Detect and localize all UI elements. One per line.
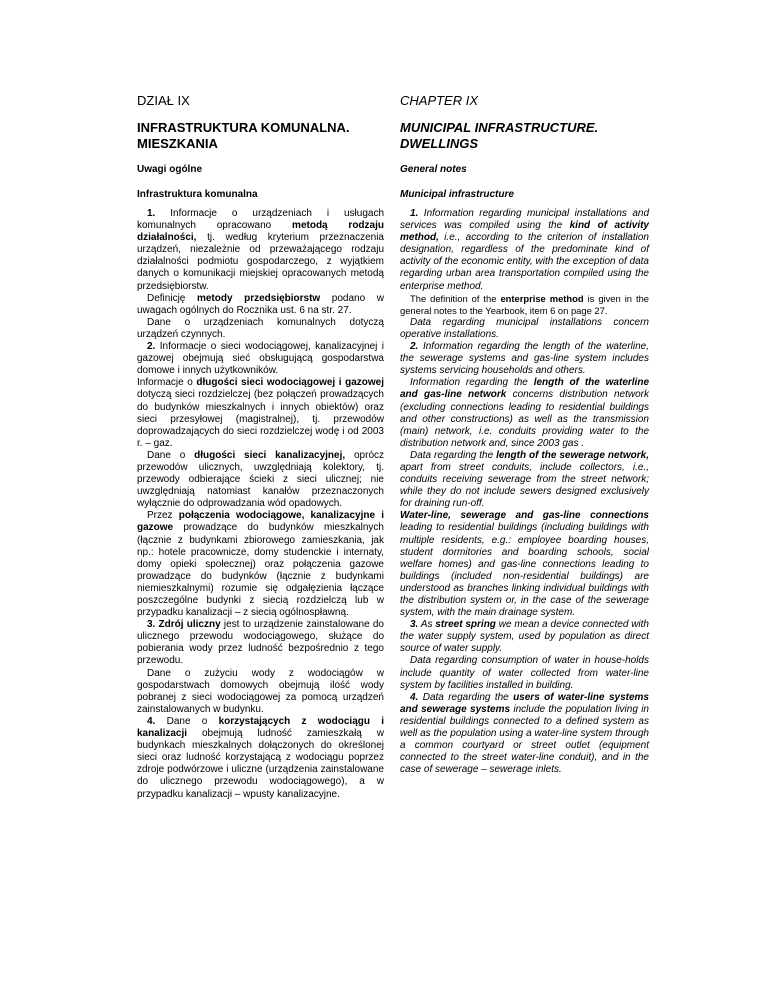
paragraph-7: Przez połączenia wodociągowe, kanalizacyjne i gazowe prowadzące do budynków mieszkalnych (łącznie z budynkami zbiorowego zamieszkania, jak np.: hotele pracownicze, domy studenckie i internaty, domy opieki społecznej) oraz połączenia gazowe prowadzące do budynków (łącznie z budynkami niemieszkalnymi) rozumie się odgałęzienia łączące poszczególne budynki z siecią rozdzielczą lub w przypadku kanalizacji – z siecią ogólnospławną.	[137, 510, 384, 619]
section-body	[400, 208, 649, 776]
paragraph-7: Water-line, sewerage and gas-line connections leading to residential buildings (including buildings with multiple residents, e.g.: employee boarding houses, student dormitories and boarding schools, social welfare homes) and gas-line connections leading to buildings (included non-residential buildings) are understood as branches linking individual buildings with the distribution system or, in the case of the sewerage system, with the main drainage system.	[400, 510, 649, 619]
paragraph-8: 3. Zdrój uliczny jest to urządzenie zainstalowane do ulicznego przewodu wodociągowego, służące do pobierania wody przez ludność bezpośrednio z tego przewodu.	[137, 619, 384, 667]
chapter-title	[400, 120, 649, 154]
paragraph-10: 4. Dane o korzystających z wodociągu i kanalizacji obejmują ludność zamieszkałą w budynkach mieszkalnych dołączonych do określonej sieci oraz ludność korzystającą z wodociągu poprzez zdroje podwórzowe i uliczne (urządzenia zainstalowane do ulicznego przewodu wodociągowego), a w przypadku kanalizacji – wpusty kanalizacyjne.	[137, 715, 385, 800]
title-line-1: MUNICIPAL INFRASTRUCTURE.	[400, 120, 599, 135]
paragraph-5: Informacje o długości sieci wodociągowej i gazowej dotyczą sieci rozdzielczej (bez połączeń prowadzących do budynków mieszkalnych i innych obiektów) oraz sieci przesyłowej (magistralnej), tj. przewodów doprowadzających do sieci rozdzielczej wodę i od 2003 r. – gaz.	[137, 377, 384, 449]
paragraph-5: Information regarding the length of the waterline and gas-line network concerns distribution network (excluding connections leading to residential buildings and other constructions) as well as the transmission (main) network, i.e. conduits providing water to the distribution network and, since 2003 gas .	[400, 377, 650, 449]
paragraph-6: Dane o długości sieci kanalizacyjnej, oprócz przewodów ulicznych, uwzględniają kolektory, tj. przewody odbierające ścieki z sieci ulicznej; nie uwzględniają natomiast kanałów przeznaczonych wyłącznie do odprowadzania wód opadowych.	[137, 449, 385, 510]
general-notes-heading: General notes	[400, 164, 467, 175]
paragraph-1: 1. Informacje o urządzeniach i usługach komunalnych opracowano metodą rodzaju działalności, tj. według kryterium przeznaczenia urządzeń, niezależnie od przeważającego rodzaju działalności podmiotu gospodarczego, z wyjątkiem danych o komunikacji miejskiej opracowanych metodą przedsiębiorstw.	[137, 208, 384, 292]
general-notes-heading: Uwagi ogólne	[137, 164, 202, 175]
polish-column	[137, 92, 385, 800]
paragraph-2: The definition of the enterprise method is given in the general notes to the Yearbook, item 6 on page 27.	[400, 292, 650, 316]
paragraph-2: Definicję metody przedsiębiorstw podano w uwagach ogólnych do Rocznika ust. 6 na str. 27.	[137, 292, 384, 316]
paragraph-4: 2. Information regarding the length of the waterline, the sewerage systems and gas-line system includes systems servicing households and others.	[400, 341, 650, 377]
chapter-label: CHAPTER IX	[400, 93, 479, 108]
paragraph-10: 4. Data regarding the users of water-line systems and sewerage systems include the population living in residential buildings connected to a defined system as well as the population using a water-line system through a common courtyard or street outlet (equipment connected to the street water-line conduit), and in the case of sewerage – sewerage inlets.	[400, 691, 649, 776]
title-line-2: DWELLINGS	[400, 136, 478, 151]
paragraph-3: Data regarding municipal installations concern operative installations.	[400, 316, 649, 340]
paragraph-4: 2. Informacje o sieci wodociągowej, kanalizacyjnej i gazowej obejmują sieć obsługującą gospodarstwa domowe i innych użytkowników.	[137, 341, 384, 377]
paragraph-1: 1. Information regarding municipal installations and services was compiled using the kind of activity method, i.e., according to the criterion of installation designation, regardless of the predominate kind of activity of the economic entity, with the exception of data regarding urban area transportation compiled using the enterprise method.	[400, 208, 649, 292]
paragraph-3: Dane o urządzeniach komunalnych dotyczą urządzeń czynnych.	[137, 316, 384, 340]
paragraph-9: Data regarding consumption of water in house-holds include quantity of water collected from water-line system by facilities installed in building.	[400, 655, 649, 691]
paragraph-8: 3. As street spring we mean a device connected with the water supply system, used by population as direct source of water supply.	[400, 619, 649, 655]
chapter-label: DZIAŁ IX	[137, 93, 190, 108]
paragraph-9: Dane o zużyciu wody z wodociągów w gospodarstwach domowych obejmują ilość wody pobranej z sieci wodociągowej za pomocą urządzeń zainstalowanych w budynku.	[137, 667, 384, 715]
section-heading: Municipal infrastructure	[400, 189, 514, 200]
title-line-2: MIESZKANIA	[137, 136, 218, 151]
section-body	[137, 208, 384, 801]
title-line-1: INFRASTRUKTURA KOMUNALNA.	[137, 120, 350, 135]
paragraph-6: Data regarding the length of the sewerage network, apart from street conduits, include collectors, i.e., conduits receiving sewerage from the street network; while they do not include sewers designed exclusively for draining run-off.	[400, 449, 649, 510]
chapter-title	[137, 120, 384, 154]
english-column	[400, 92, 650, 776]
section-heading: Infrastruktura komunalna	[137, 189, 258, 200]
